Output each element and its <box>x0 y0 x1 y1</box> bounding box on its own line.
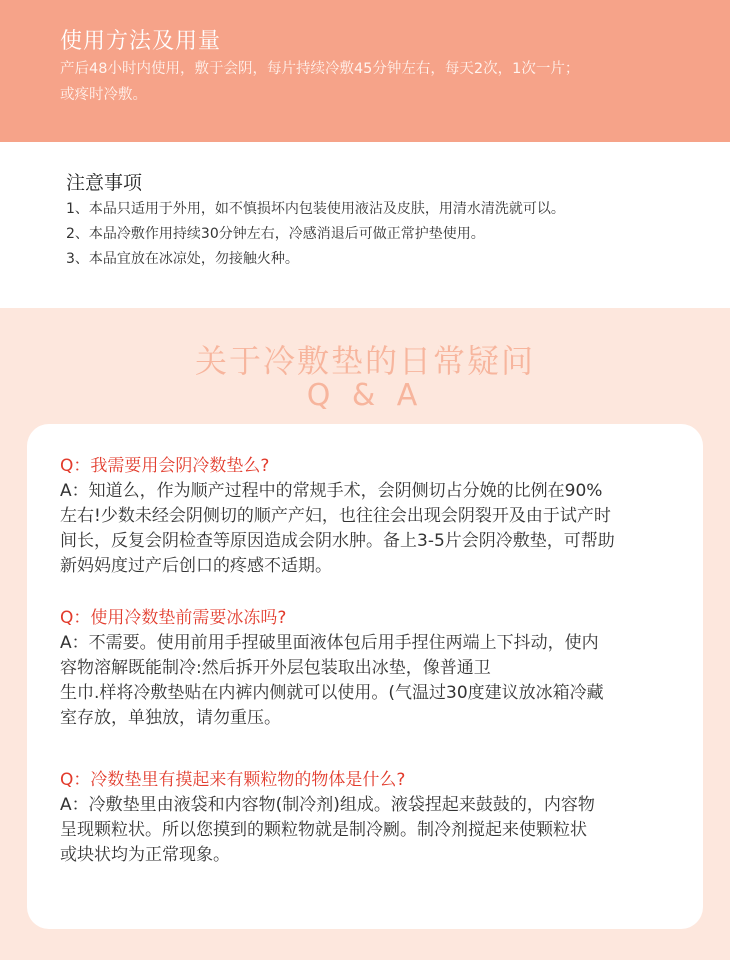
qa-answer-line: 容物溶解既能制冷:然后拆开外层包装取出冰垫，像普通卫 <box>60 658 491 678</box>
usage-line: 或疼时冷敷。 <box>60 87 147 103</box>
notes-title: 注意事项 <box>66 172 143 194</box>
qa-answer-line: 生巾.样将冷敷垫贴在内裤内侧就可以使用。(气温过30度建议放冰箱冷藏 <box>60 683 604 703</box>
qa-question: Q：冷数垫里有摸起来有颗粒物的物体是什么? <box>60 770 406 790</box>
usage-title: 使用方法及用量 <box>60 29 222 54</box>
qa-subheading: Q & A <box>306 378 424 413</box>
qa-question: Q：使用冷数垫前需要冰冻吗? <box>60 608 287 628</box>
qa-answer-line: 或块状均为正常现象。 <box>60 845 230 865</box>
notes-item: 1、本品只适用于外用，如不慎损坏内包装使用液沾及皮肤，用清水清洗就可以。 <box>66 201 565 217</box>
usage-text <box>60 56 660 108</box>
qa-item <box>60 768 680 868</box>
qa-answer-line: 间长，反复会阴检查等原因造成会阴水肿。备上3-5片会阴冷敷垫，可帮助 <box>60 531 615 551</box>
qa-answer-line: A：不需要。使用前用手捏破里面液体包后用手捏住两端上下抖动，使内 <box>60 633 599 653</box>
qa-answer-line: A：知道么，作为顺产过程中的常规手术，会阴侧切占分娩的比例在90% <box>60 481 603 501</box>
qa-section <box>0 308 730 960</box>
notes-item: 3、本品宜放在冰凉处，勿接触火种。 <box>66 251 299 267</box>
qa-answer-line: 左右!少数未经会阴侧切的顺产产妇，也往往会出现会阴裂开及由于试产时 <box>60 506 611 526</box>
notes-item: 2、本品冷敷作用持续30分钟左右，冷感消退后可做正常护垫使用。 <box>66 226 485 242</box>
usage-section <box>0 0 730 142</box>
qa-answer-line: 新妈妈度过产后创口的疼感不适期。 <box>60 556 332 576</box>
qa-question: Q：我需要用会阴冷数垫么? <box>60 456 270 476</box>
notes-section <box>0 142 730 308</box>
notes-list <box>66 197 686 272</box>
qa-item <box>60 606 680 731</box>
qa-heading: 关于冷敷垫的日常疑问 <box>194 342 535 380</box>
qa-answer-line: A：冷敷垫里由液袋和内容物(制冷剂)组成。液袋捏起来鼓鼓的，内容物 <box>60 795 595 815</box>
usage-line: 产后48小时内使用，敷于会阴，每片持续冷敷45分钟左右，每天2次，1次一片； <box>60 61 580 77</box>
qa-answer-line: 呈现颗粒状。所以您摸到的颗粒物就是制冷劂。制冷剂搅起来使颗粒状 <box>60 820 587 840</box>
qa-item <box>60 454 680 579</box>
qa-answer-line: 室存放，单独放，请勿重压。 <box>60 708 281 728</box>
qa-card <box>27 424 703 929</box>
